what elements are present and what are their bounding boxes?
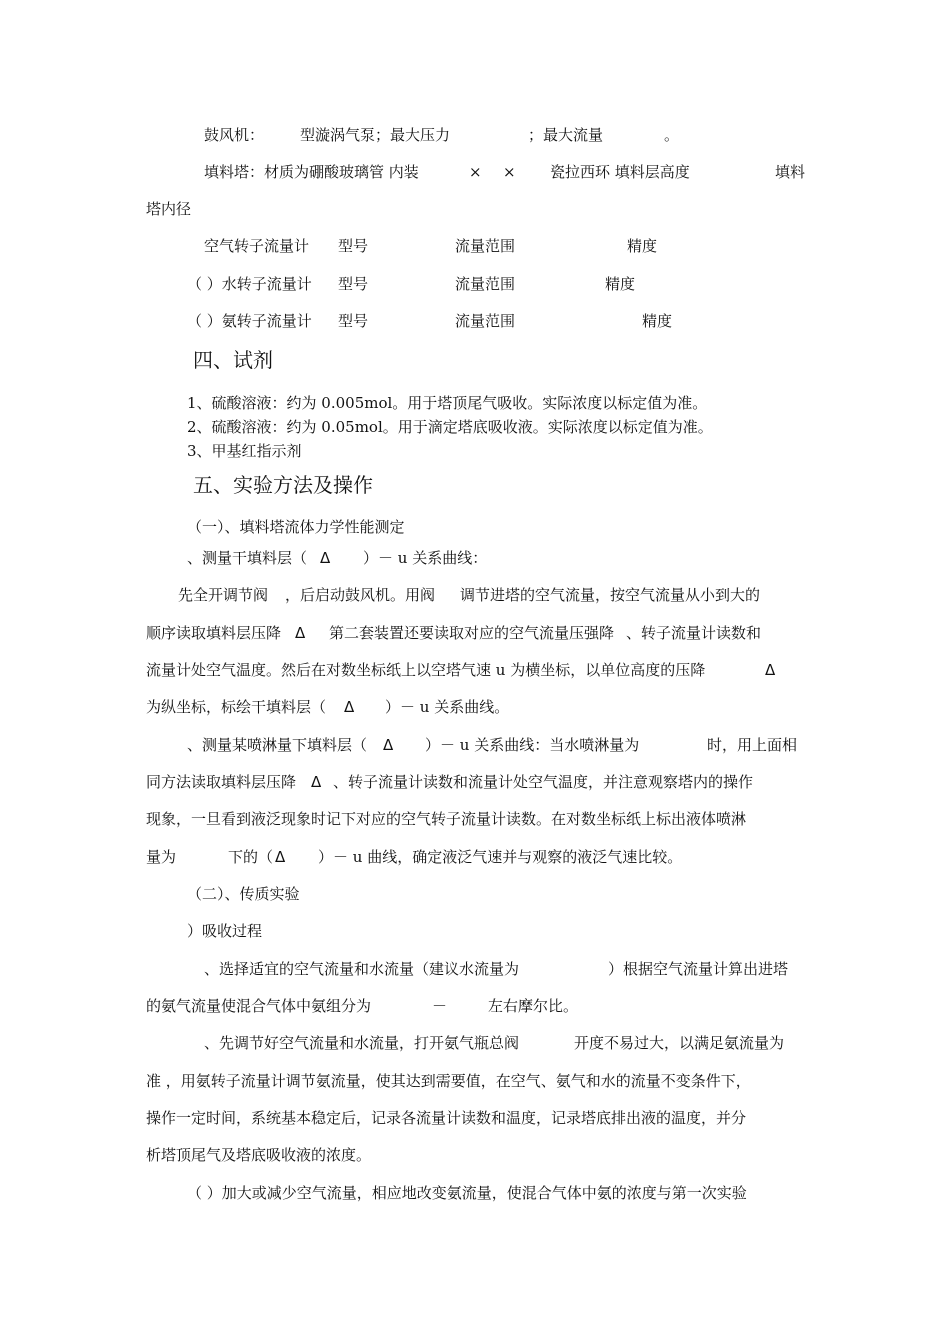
- paragraph-text: 左右摩尔比。: [488, 997, 579, 1015]
- water-meter-model-label: 型号: [338, 275, 369, 293]
- paragraph-text: 为纵坐标，标绘干填料层（: [146, 698, 327, 716]
- paragraph-text: 、转子流量计读数和: [626, 624, 762, 642]
- paragraph-text: 时，用上面相: [707, 736, 798, 754]
- paragraph-text: （ ）加大或减少空气流量，相应地改变氨流量，使混合气体中氨的浓度与第一次实验: [187, 1184, 747, 1202]
- paragraph-text: 操作一定时间，系统基本稳定后，记录各流量计读数和温度，记录塔底排出液的温度，并分: [146, 1109, 747, 1127]
- paragraph-text: 下的（: [228, 848, 274, 866]
- paragraph-text: ）－ u 曲线，确定液泛气速并与观察的液泛气速比较。: [318, 848, 683, 866]
- water-meter-label: （ ）水转子流量计: [187, 275, 312, 293]
- water-meter-precision-label: 精度: [605, 275, 636, 293]
- paragraph-text: 量为: [146, 848, 177, 866]
- dash-symbol: －: [432, 997, 448, 1015]
- delta-symbol: Δ: [311, 773, 322, 791]
- delta-symbol: Δ: [765, 661, 776, 679]
- dry-curve-title: 、测量干填料层（: [187, 549, 308, 567]
- paragraph-text: 、测量某喷淋量下填料层（: [187, 736, 368, 754]
- paragraph-text: 、选择适宜的空气流量和水流量（建议水流量为: [204, 960, 520, 978]
- paragraph-text: 析塔顶尾气及塔底吸收液的浓度。: [146, 1146, 372, 1164]
- paragraph-text: 开度不易过大，以满足氨流量为: [574, 1034, 785, 1052]
- delta-symbol: Δ: [275, 848, 286, 866]
- delta-symbol: Δ: [320, 549, 331, 567]
- paragraph-text: ）－ u 关系曲线。: [385, 698, 510, 716]
- delta-symbol: Δ: [295, 624, 306, 642]
- method-heading: 五、实验方法及操作: [193, 473, 373, 497]
- blower-max-flow-label: ；最大流量: [528, 126, 604, 144]
- paragraph-text: 第二套装置还要读取对应的空气流量压强降: [329, 624, 615, 642]
- subsection-title: （一）、填料塔流体力学性能测定: [187, 518, 405, 536]
- times-sign: ×: [469, 163, 482, 181]
- reagent-item: 2、硫酸溶液：约为 0.05mol。用于滴定塔底吸收液。实际浓度以标定值为准。: [187, 418, 713, 436]
- delta-symbol: Δ: [344, 698, 355, 716]
- ammonia-meter-precision-label: 精度: [642, 312, 673, 330]
- column-wrap-text: 填料: [775, 163, 806, 181]
- ammonia-meter-model-label: 型号: [338, 312, 369, 330]
- delta-symbol: Δ: [383, 736, 394, 754]
- paragraph-text: 先全开调节阀: [178, 586, 269, 604]
- subsection-title: （二）、传质实验: [187, 885, 300, 903]
- air-meter-label: 空气转子流量计: [204, 237, 310, 255]
- paragraph-text: 同方法读取填料层压降: [146, 773, 297, 791]
- paragraph-text: ，后启动鼓风机。用阀: [285, 586, 436, 604]
- water-meter-range-label: 流量范围: [455, 275, 516, 293]
- ammonia-meter-range-label: 流量范围: [455, 312, 516, 330]
- paragraph-text: ）根据空气流量计算出进塔: [608, 960, 789, 978]
- air-meter-precision-label: 精度: [627, 237, 658, 255]
- paragraph-text: 现象，一旦看到液泛现象时记下对应的空气转子流量计读数。在对数坐标纸上标出液体喷淋: [146, 810, 747, 828]
- reagents-heading: 四、试剂: [193, 348, 273, 372]
- paragraph-text: 准 ，用氨转子流量计调节氨流量，使其达到需要值，在空气、氨气和水的流量不变条件下，: [146, 1072, 751, 1090]
- air-meter-range-label: 流量范围: [455, 237, 516, 255]
- raschig-ring-text: 瓷拉西环 填料层高度: [550, 163, 690, 181]
- blower-label: 鼓风机：: [204, 126, 265, 144]
- column-diameter-label: 塔内径: [146, 200, 192, 218]
- paragraph-text: 的氨气流量使混合气体中氨组分为: [146, 997, 372, 1015]
- blower-type-text: 型漩涡气泵；最大压力: [300, 126, 451, 144]
- paragraph-text: ）－ u 关系曲线：当水喷淋量为: [425, 736, 640, 754]
- column-material-text: 填料塔：材质为硼酸玻璃管 内装: [204, 163, 419, 181]
- blower-period: 。: [664, 126, 680, 144]
- paragraph-text: 调节进塔的空气流量，按空气流量从小到大的: [460, 586, 761, 604]
- paragraph-text: 、转子流量计读数和流量计处空气温度，并注意观察塔内的操作: [333, 773, 754, 791]
- dry-curve-title-end: ）－ u 关系曲线：: [363, 549, 488, 567]
- reagent-item: 1、硫酸溶液：约为 0.005mol。用于塔顶尾气吸收。实际浓度以标定值为准。: [187, 394, 708, 412]
- reagent-item: 3、甲基红指示剂: [187, 442, 302, 460]
- ammonia-meter-label: （ ）氨转子流量计: [187, 312, 312, 330]
- paragraph-text: 顺序读取填料层压降: [146, 624, 282, 642]
- air-meter-model-label: 型号: [338, 237, 369, 255]
- absorption-title: ）吸收过程: [187, 922, 263, 940]
- times-sign: ×: [503, 163, 516, 181]
- paragraph-text: 、先调节好空气流量和水流量，打开氨气瓶总阀: [204, 1034, 520, 1052]
- paragraph-text: 流量计处空气温度。然后在对数坐标纸上以空塔气速 u 为横坐标，以单位高度的压降: [146, 661, 706, 679]
